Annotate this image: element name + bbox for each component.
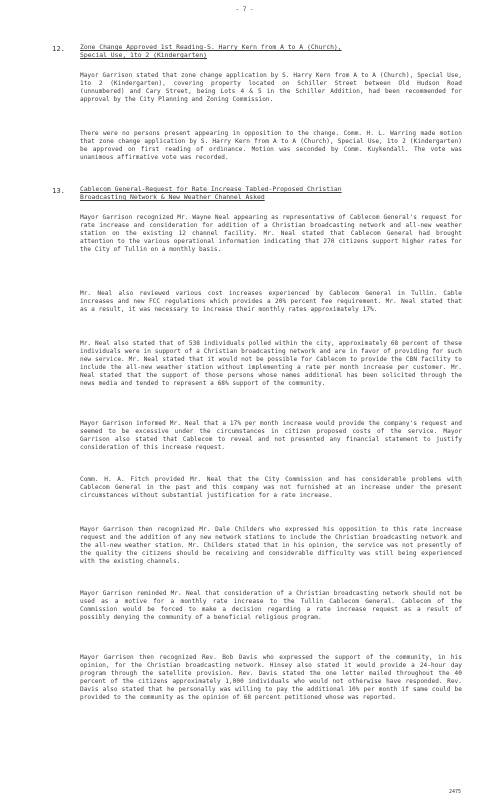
item-heading-line: Broadcasting Network & New Weather Channel Asked <box>80 193 265 201</box>
paragraph: Mayor Garrison recognized Mr. Wayne Neal appearing as representative of Cablecom General's request for rate increase and consideration for addition of a Christian broadcasting network and all-new weather station on the existing 12 channel facility. Mr. Neal stated that Cablecom General had brought attention to the various operational information indicating that 270 citizens support higher rates for the City of Tullin on a monthly basis. <box>80 214 462 253</box>
item-heading-line: Cablecom General-Request for Rate Increase Tabled-Proposed Christian <box>80 185 342 193</box>
item-number: 12. <box>52 44 65 53</box>
paragraph: There were no persons present appearing in opposition to the change. Comm. H. L. Warring made motion that zone change application by S. Harry Kern from A to A (Church), Special Use, 1to 2 (Kindergarten) be approved on first reading of ordinance. Motion was seconded by Comm. Kuykendall. The vote was unanimous affirmative vote was recorded. <box>80 130 462 161</box>
paragraph: Mayor Garrison then recognized Rev. Bob Davis who expressed the support of the community, in his opinion, for the Christian broadcasting network. Hinsey also stated it would provide a 24-hour day program through the satellite provision. Rev. Davis stated the one letter mailed throughout the 40 percent of the citizens approximately 1,000 individuals who would not otherwise have responded. Rev. Davis also stated that he personally was willing to pay the additional 10% per month if same could be provided to the community as the opinion of 68 percent petitioned whose was reported. <box>80 654 462 701</box>
item-number: 13. <box>52 186 65 195</box>
item-heading-line: Special Use, 1to 2 (Kindergarten) <box>80 51 207 59</box>
footer-mark: 2475 <box>448 789 461 795</box>
item-heading-line: Zone Change Approved 1st Reading-S. Harry Kern from A to A (Church), <box>80 43 342 51</box>
paragraph: Mayor Garrison stated that zone change application by S. Harry Kern from A to A (Church), Special Use, 1to 2 (Kindergarten), covering property located on Schiller Street between Old Hudson Road (unnumbered) and Cary Street, being Lots 4 & 5 in the Schiller Addition, had been recommended for approval by the City Planning and Zoning Commission. <box>80 72 462 103</box>
paragraph: Mayor Garrison reminded Mr. Neal that consideration of a Christian broadcasting network should not be used as a motive for a monthly rate increase to the Tullin Cablecom General. Cablecom of the Commission would be forced to make a decision regarding a rate increase request as a result of possibly denying the community of a beneficial religious program. <box>80 590 462 621</box>
page-number: - 7 - <box>235 6 254 13</box>
paragraph: Mr. Neal also stated that of 538 individuals polled within the city, approximately 68 percent of these individuals were in support of a Christian broadcasting network and are in favor of providing for such new service. Mr. Neal stated that it would not be possible for Cablecom to provide the CBN facility to include the all-new weather station without implementing a rate per month increase per customer. Mr. Neal stated that the support of those persons whose names additional has been solicited through the news media and tended to represent a 68% support of the community. <box>80 340 462 387</box>
paragraph: Mr. Neal also reviewed various cost increases experienced by Cablecom General in Tullin. Cable increases and new FCC regulations which provides a 20% percent fee requirement. Mr. Neal stated that as a result, it was necessary to increase their monthly rates approximately 17%. <box>80 290 462 313</box>
paragraph: Comm. H. A. Fitch provided Mr. Neal that the City Commission and has considerable problems with Cablecom General in the past and this company was not furnished at an increase under the present circumstances without substantial justification for a rate increase. <box>80 476 462 499</box>
paragraph: Mayor Garrison then recognized Mr. Dale Childers who expressed his opposition to this rate increase request and the addition of any new network stations to include the Christian broadcasting network and the all-new weather station. Mr. Childers stated that in his opinion, the service was not presently of the quality the citizens should be receiving and considerable difficulty was still being experienced with the existing channels. <box>80 526 462 565</box>
paragraph: Mayor Garrison informed Mr. Neal that a 17% per month increase would provide the company's request and seemed to be excessive under the circumstances in citizen proposed costs of the service. Mayor Garrison also stated that Cablecom to reveal and not presented any financial statement to justify consideration of this increase request. <box>80 420 462 451</box>
